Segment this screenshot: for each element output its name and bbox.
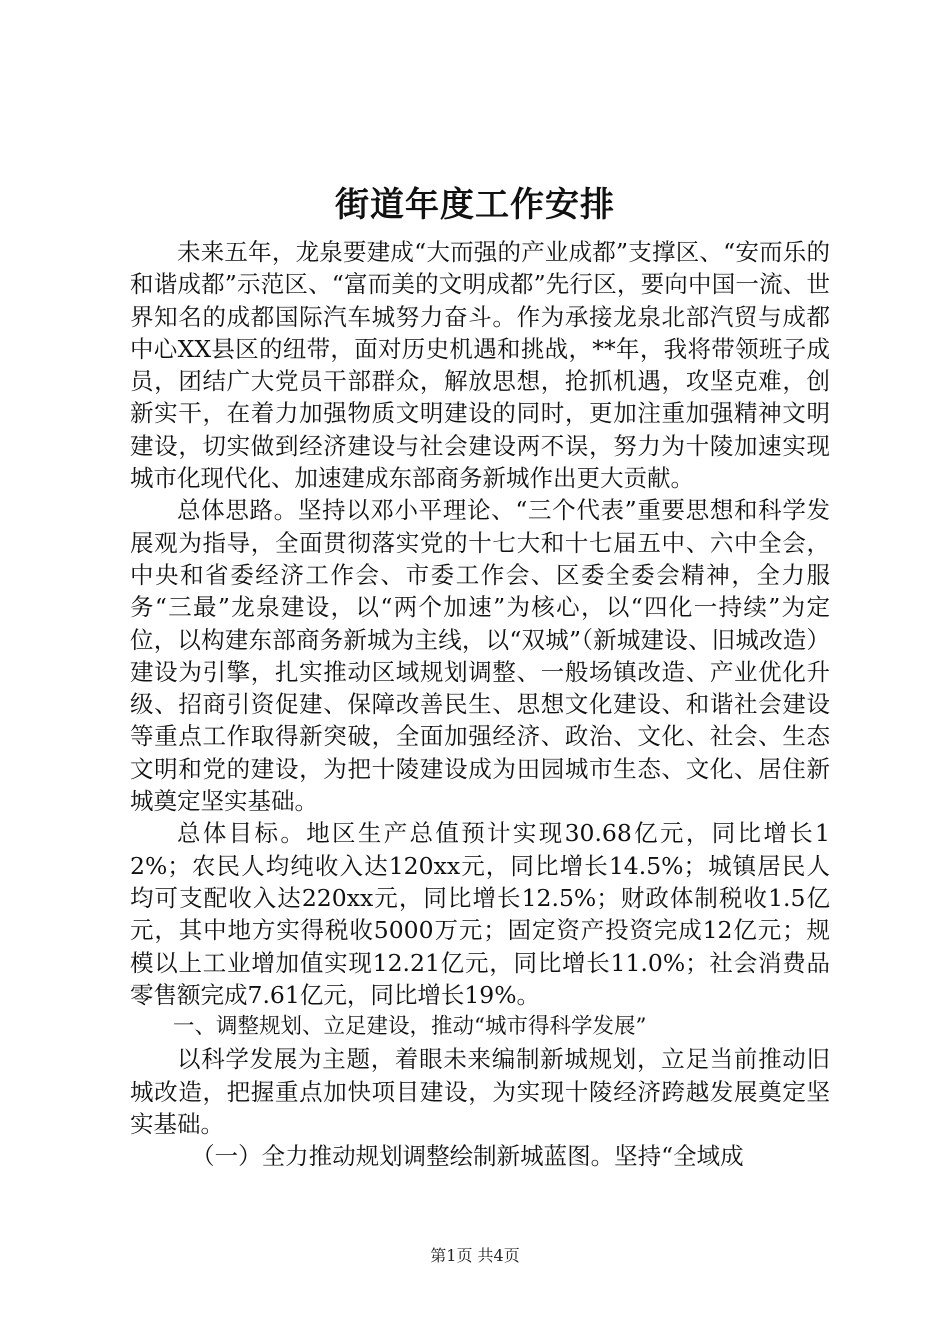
paragraph-section-1-intro: 以科学发展为主题，着眼未来编制新城规划，立足当前推动旧城改造，把握重点加快项目建设，为实现十陵经济跨越发展奠定坚实基础。 (130, 1045, 830, 1139)
page-footer: 第1页 共4页 (430, 1246, 520, 1265)
paragraph-intro: 未来五年，龙泉要建成“大而强的产业成都”支撑区、“安而乐的和谐成都”示范区、“富而美的文明成都”先行区，要向中国一流、世界知名的成都国际汽车城努力奋斗。作为承接龙泉北部汽贸与成都中心XX县区的纽带，面对历史机遇和挑战，**年，我将带领班子成员，团结广大党员干部群众，解放思想，抢抓机遇，攻坚克难，创新实干，在着力加强物质文明建设的同时，更加注重加强精神文明建设，切实做到经济建设与社会建设两不误，努力为十陵加速实现城市化现代化、加速建成东部商务新城作出更大贡献。 (130, 238, 830, 493)
document-body (130, 236, 830, 1173)
section-heading-1: 一、调整规划、立足建设，推动“城市得科学发展” (173, 1014, 647, 1040)
paragraph-overall-goals: 总体目标。地区生产总值预计实现30.68亿元，同比增长12%；农民人均纯收入达120xx元，同比增长14.5%；城镇居民人均可支配收入达220xx元，同比增长12.5%；财政体制税收1.5亿元，其中地方实得税收5000万元；固定资产投资完成12亿元；规模以上工业增加值实现12.21亿元，同比增长11.0%；社会消费品零售额完成7.61亿元，同比增长19%。 (130, 819, 830, 1009)
paragraph-subsection-1: （一）全力推动规划调整绘制新城蓝图。坚持“全域成 (191, 1142, 744, 1171)
paragraph-overall-approach: 总体思路。坚持以邓小平理论、“三个代表”重要思想和科学发展观为指导，全面贯彻落实党的十七大和十七届五中、六中全会，中央和省委经济工作会、市委工作会、区委全委会精神，全力服务“三最”龙泉建设，以“两个加速”为核心，以“四化一持续”为定位，以构建东部商务新城为主线，以“双城”（新城建设、旧城改造）建设为引擎，扎实推动区域规划调整、一般场镇改造、产业优化升级、招商引资促建、保障改善民生、思想文化建设、和谐社会建设等重点工作取得新突破，全面加强经济、政治、文化、社会、生态文明和党的建设，为把十陵建设成为田园城市生态、文化、居住新城奠定坚实基础。 (130, 496, 830, 816)
document-title: 街道年度工作安排 (335, 185, 615, 225)
